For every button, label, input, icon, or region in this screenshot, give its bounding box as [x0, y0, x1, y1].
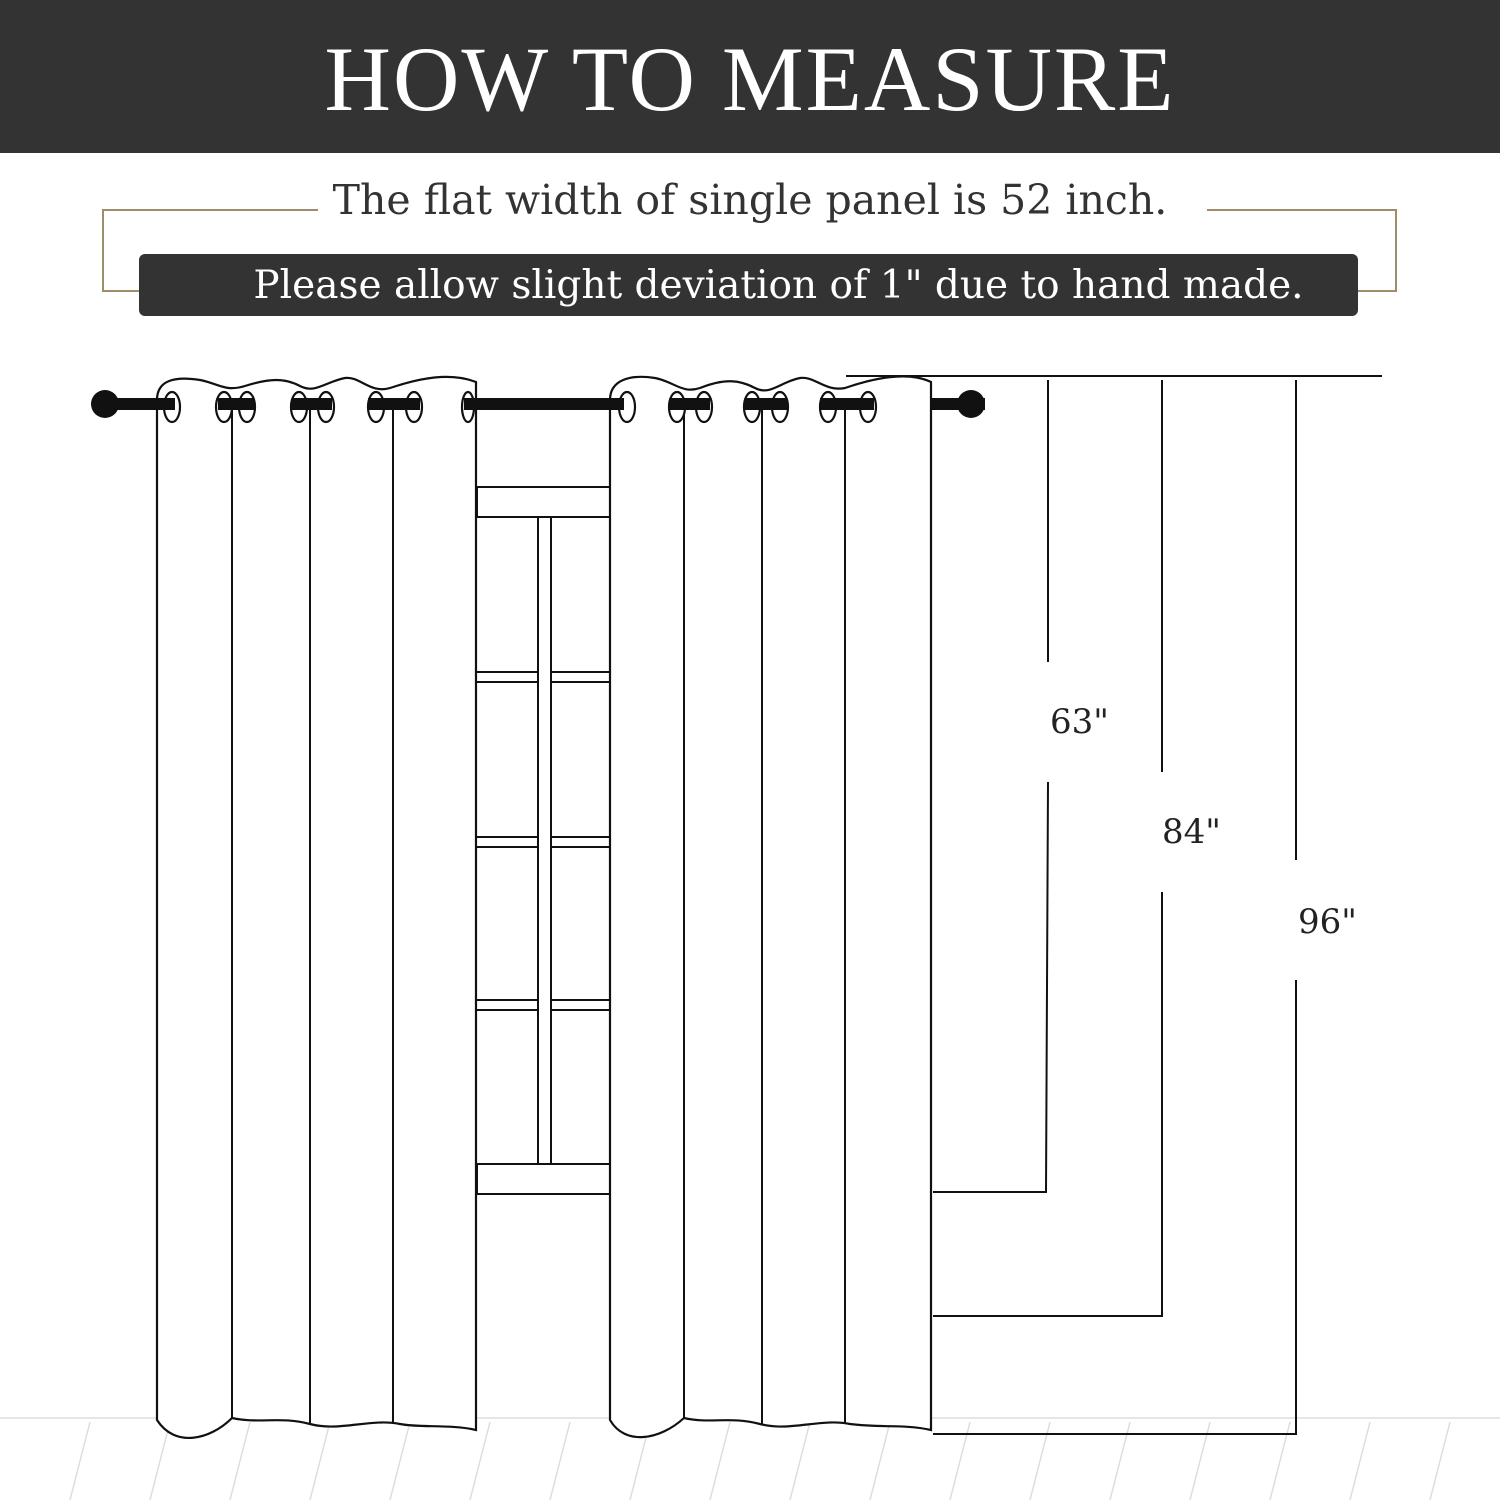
page-title: HOW TO MEASURE	[324, 27, 1176, 130]
deviation-note: Please allow slight deviation of 1" due to hand made.	[253, 262, 1304, 308]
dimension-label-96: 96"	[1298, 902, 1357, 942]
dimension-label-63: 63"	[1050, 702, 1109, 742]
left-curtain-panel	[157, 377, 476, 1438]
panel-width-note: The flat width of single panel is 52 inch.	[332, 176, 1168, 224]
right-curtain-panel	[610, 376, 931, 1437]
dimension-label-84: 84"	[1162, 812, 1221, 852]
floor-icon	[0, 1418, 1500, 1500]
window-icon	[477, 487, 610, 1194]
